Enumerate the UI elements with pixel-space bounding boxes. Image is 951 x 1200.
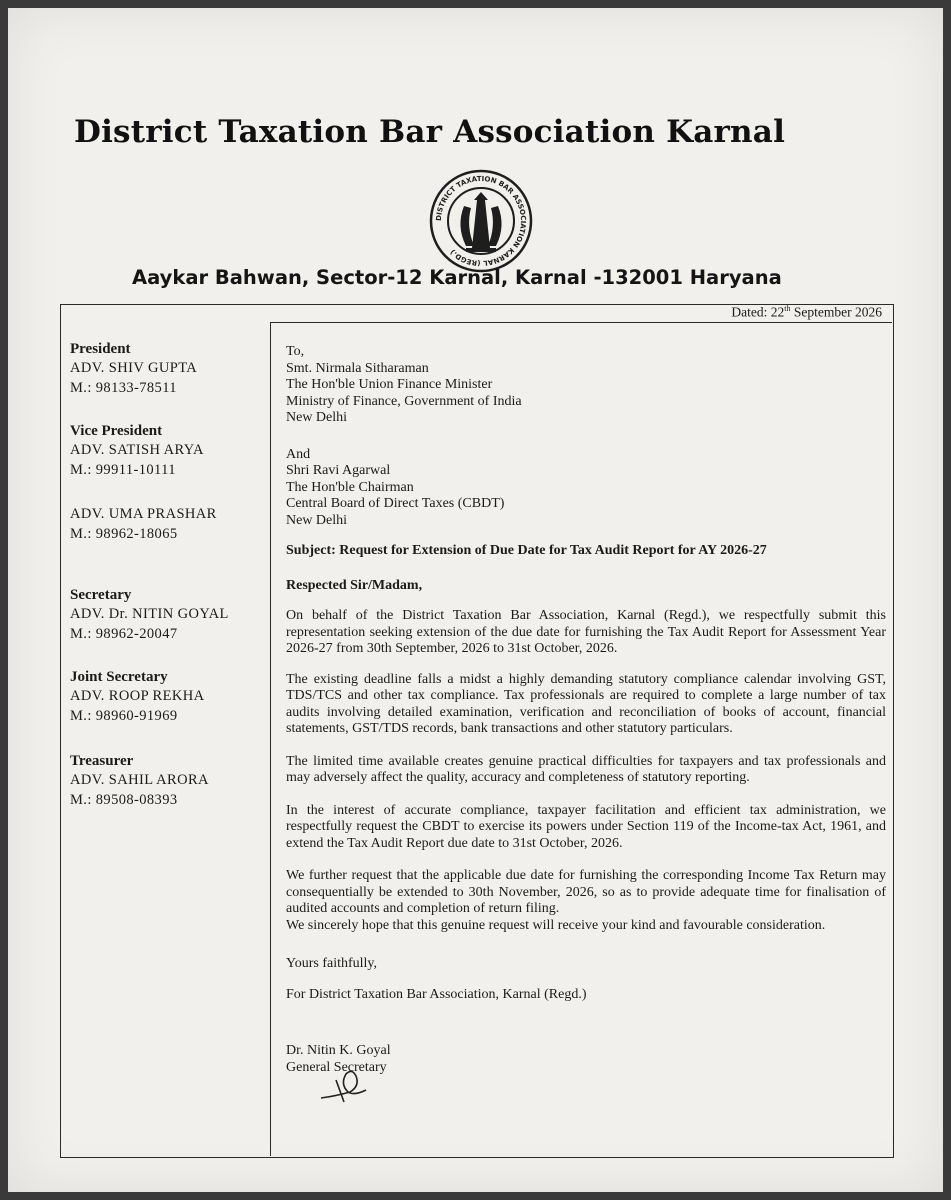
recipient-line: The Hon'ble Chairman xyxy=(286,479,414,495)
letterhead-address: Aaykar Bahwan, Sector-12 Karnal, Karnal -132001 Haryana xyxy=(132,266,782,289)
recipient-line: Central Board of Direct Taxes (CBDT) xyxy=(286,496,505,511)
letter-body xyxy=(286,344,886,1076)
body-paragraph: We further request that the applicable due date for furnishing the corresponding Income Tax Return may consequentially be extended to 30th November, 2026, so as to provide adequate time for finalisation of audited accounts and completion of return filing. xyxy=(286,868,886,916)
body-paragraph: We sincerely hope that this genuine request will receive your kind and favourable consideration. xyxy=(286,917,826,933)
office-bearer xyxy=(70,340,197,398)
recipient-line: Shri Ravi Agarwal xyxy=(286,463,391,478)
date-row xyxy=(270,304,892,323)
letter-date: Dated: 22th September 2026 xyxy=(731,304,882,320)
body-paragraph: The limited time available creates genuine practical difficulties for taxpayers and tax professionals and may adversely affect the quality, accuracy and completeness of statutory reporting. xyxy=(286,753,886,785)
signatory-designation: General Secretary xyxy=(286,1059,387,1075)
body-paragraph: The existing deadline falls a midst a highly demanding statutory compliance calendar involving GST, TDS/TCS and other tax compliance. Tax professionals are required to complete a large number of tax audits involving detailed examination, verification and reconciliation of books of account, financial statements, GST/TDS records, bank transactions and other statutory particulars. xyxy=(286,671,886,736)
for-line: For District Taxation Bar Association, Karnal (Regd.) xyxy=(286,986,587,1002)
and-label: And xyxy=(286,446,311,462)
office-bearer xyxy=(70,422,204,480)
seal-ring-text: DISTRICT TAXATION BAR ASSOCIATION KARNAL (REGD.) xyxy=(434,174,528,268)
office-name: ADV. SATISH ARYA xyxy=(70,442,204,458)
office-mobile: M.: 98133-78511 xyxy=(70,380,177,396)
office-role: Treasurer xyxy=(70,753,134,769)
office-mobile: M.: 98962-18065 xyxy=(70,526,178,542)
office-bearer xyxy=(70,504,217,544)
to-label: To, xyxy=(286,344,305,359)
recipient-line: New Delhi xyxy=(286,512,348,528)
office-bearer xyxy=(70,586,229,644)
salutation: Respected Sir/Madam, xyxy=(286,577,423,593)
office-name: ADV. SHIV GUPTA xyxy=(70,360,198,376)
office-mobile: M.: 99911-10111 xyxy=(70,462,176,478)
closing: Yours faithfully, xyxy=(286,956,378,971)
office-role: President xyxy=(70,341,131,357)
letterhead-title: District Taxation Bar Association Karnal xyxy=(74,114,786,150)
signatory-name: Dr. Nitin K. Goyal xyxy=(286,1043,391,1058)
office-mobile: M.: 89508-08393 xyxy=(70,792,178,808)
letter-subject: Subject: Request for Extension of Due Date for Tax Audit Report for AY 2026-27 xyxy=(286,543,767,558)
body-paragraph: In the interest of accurate compliance, taxpayer facilitation and efficient tax administration, we respectfully request the CBDT to exercise its powers under Section 119 of the Income-tax Act, 1961, and extend the Tax Audit Report due date to 31st October, 2026. xyxy=(286,802,886,851)
office-name: ADV. Dr. NITIN GOYAL xyxy=(70,606,229,622)
recipient-line: Ministry of Finance, Government of India xyxy=(286,393,522,409)
office-bearer xyxy=(70,752,209,810)
body-paragraph: On behalf of the District Taxation Bar Association, Karnal (Regd.), we respectfully submit this representation seeking extension of the due date for furnishing the Tax Audit Report for Assessment Year 2026-27 from 30th September, 2026 to 31st October, 2026. xyxy=(286,608,886,656)
office-role: Secretary xyxy=(70,587,132,603)
recipient-line: The Hon'ble Union Finance Minister xyxy=(286,377,493,392)
office-role: Joint Secretary xyxy=(70,669,168,685)
signature-icon xyxy=(316,1066,376,1106)
recipient-line: Smt. Nirmala Sitharaman xyxy=(286,360,429,376)
office-mobile: M.: 98960-91969 xyxy=(70,708,178,724)
recipient-line: New Delhi xyxy=(286,410,348,425)
office-mobile: M.: 98962-20047 xyxy=(70,626,178,642)
office-name: ADV. SAHIL ARORA xyxy=(70,772,209,788)
office-name: ADV. UMA PRASHAR xyxy=(70,506,217,522)
association-seal-icon xyxy=(426,166,536,276)
letter-page xyxy=(8,8,943,1192)
column-divider xyxy=(270,322,271,1156)
office-bearer xyxy=(70,668,205,726)
office-name: ADV. ROOP REKHA xyxy=(70,688,205,704)
office-role: Vice President xyxy=(70,423,163,439)
